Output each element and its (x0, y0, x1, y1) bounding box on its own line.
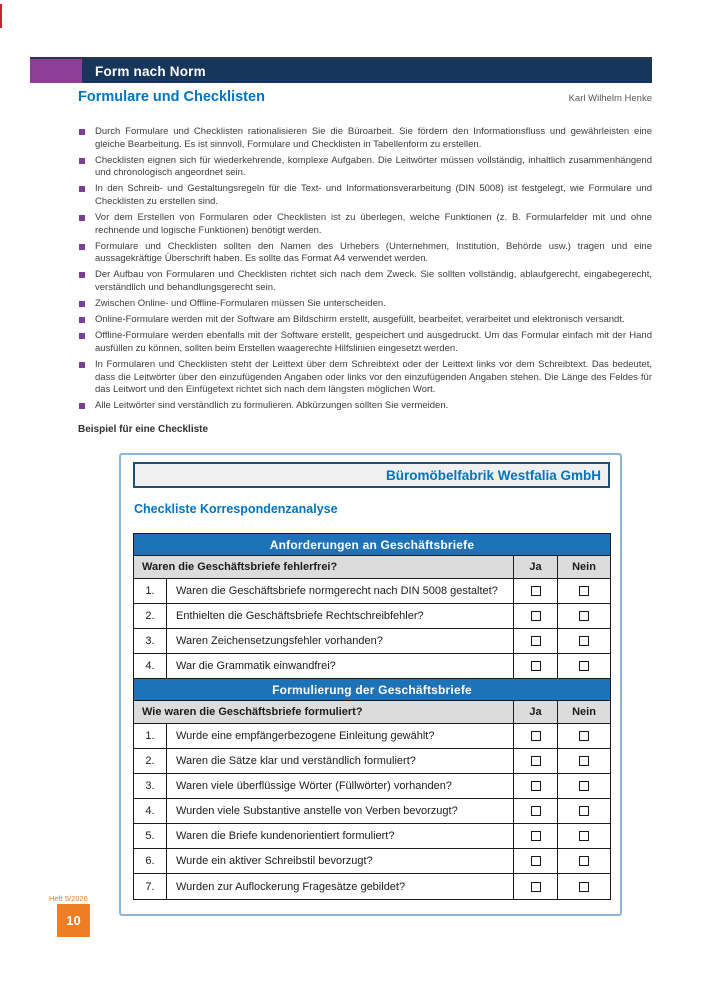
table-row (134, 579, 610, 604)
checklist-table (133, 533, 611, 900)
checkbox-nein[interactable] (579, 831, 589, 841)
list-item (79, 241, 652, 266)
bullet-text: Durch Formulare und Checklisten rationalisieren Sie die Büroarbeit. Sie fördern den Informationsfluss und gewährleisten eine gleiche Bearbeitung. Es ist sinnvoll, Formulare und Checklisten in Tabellenform zu erstellen. (95, 126, 652, 150)
row-question: Waren viele überflüssige Wörter (Füllwörter) vorhanden? (167, 774, 514, 799)
list-item (79, 212, 652, 237)
checkbox-ja[interactable] (531, 806, 541, 816)
bullet-text: Checklisten eignen sich für wiederkehrende, komplexe Aufgaben. Die Leitwörter müssen vollständig, inhaltlich zusammenhängend und chronologisch angeordnet sein. (95, 154, 652, 179)
checkbox-ja[interactable] (531, 831, 541, 841)
bullet-text: Zwischen Online- und Offline-Formularen müssen Sie unterscheiden. (95, 298, 386, 310)
bullet-text: Formulare und Checklisten sollten den Namen des Urhebers (Unternehmen, Institution, Behörde usw.) tragen und eine aussagekräftige Überschrift haben. Es sollte das Format A4 verwendet werden. (95, 240, 652, 265)
column-header-ja: Ja (514, 701, 558, 724)
table-row (134, 604, 610, 629)
row-number: 5. (134, 824, 167, 849)
bullet-square-icon (79, 272, 85, 278)
table-subheader-row (134, 701, 610, 724)
list-item (79, 314, 652, 327)
column-header-nein: Nein (558, 556, 610, 579)
table-row (134, 849, 610, 874)
checkbox-ja[interactable] (531, 661, 541, 671)
checkbox-nein[interactable] (579, 856, 589, 866)
list-item (79, 330, 652, 355)
subheader-question: Waren die Geschäftsbriefe fehlerfrei? (134, 556, 514, 579)
row-number: 1. (134, 579, 167, 604)
section-header-bar (30, 57, 652, 83)
table-row (134, 749, 610, 774)
table-row (134, 654, 610, 679)
row-number: 1. (134, 724, 167, 749)
bullet-text: Online-Formulare werden mit der Software am Bildschirm erstellt, ausgefüllt, bearbeitet, verarbeitet und elektronisch versandt. (95, 314, 625, 326)
checkbox-ja[interactable] (531, 611, 541, 621)
list-item (79, 183, 652, 208)
table-row (134, 629, 610, 654)
list-item (79, 298, 652, 311)
row-number: 7. (134, 874, 167, 899)
row-question: War die Grammatik einwandfrei? (167, 654, 514, 679)
bullet-square-icon (79, 215, 85, 221)
column-header-nein: Nein (558, 701, 610, 724)
list-item (79, 400, 652, 413)
row-number: 4. (134, 799, 167, 824)
checkbox-ja[interactable] (531, 756, 541, 766)
bullet-square-icon (79, 158, 85, 164)
row-question: Wurde ein aktiver Schreibstil bevorzugt? (167, 849, 514, 874)
row-number: 3. (134, 629, 167, 654)
row-number: 2. (134, 749, 167, 774)
row-number: 6. (134, 849, 167, 874)
bullet-square-icon (79, 129, 85, 135)
checkbox-nein[interactable] (579, 586, 589, 596)
checkbox-nein[interactable] (579, 611, 589, 621)
list-item (79, 126, 652, 151)
row-number: 3. (134, 774, 167, 799)
list-item (79, 155, 652, 180)
edge-mark (0, 4, 2, 28)
table-row (134, 824, 610, 849)
bullet-text: Der Aufbau von Formularen und Checklisten richtet sich nach dem Zweck. Sie sollten vollständig, ablaufgerecht, eingabegerecht, verständlich und behandlungsgerecht sein. (95, 269, 652, 294)
checkbox-nein[interactable] (579, 781, 589, 791)
company-name: Büromöbelfabrik Westfalia GmbH (385, 467, 601, 483)
row-question: Wurden zur Auflockerung Fragesätze gebildet? (167, 874, 514, 899)
checkbox-nein[interactable] (579, 806, 589, 816)
table-row (134, 799, 610, 824)
table-subheader-row (134, 556, 610, 579)
article-title: Formulare und Checklisten (78, 89, 265, 105)
issue-label: Heft 5/2026 (49, 894, 88, 903)
row-question: Waren die Geschäftsbriefe normgerecht nach DIN 5008 gestaltet? (167, 579, 514, 604)
checkbox-ja[interactable] (531, 636, 541, 646)
checklist-title: Checkliste Korrespondenzanalyse (134, 502, 338, 516)
company-name-box (133, 462, 610, 488)
row-question: Wurden viele Substantive anstelle von Verben bevorzugt? (167, 799, 514, 824)
checkbox-nein[interactable] (579, 661, 589, 671)
table-row (134, 774, 610, 799)
row-question: Enthielten die Geschäftsbriefe Rechtschreibfehler? (167, 604, 514, 629)
page-number-badge: 10 (57, 904, 90, 937)
example-label: Beispiel für eine Checkliste (78, 424, 209, 435)
table-section-header: Formulierung der Geschäftsbriefe (134, 679, 610, 701)
bullet-square-icon (79, 333, 85, 339)
purple-accent-block (30, 59, 82, 83)
row-number: 4. (134, 654, 167, 679)
row-question: Waren die Briefe kundenorientiert formuliert? (167, 824, 514, 849)
row-question: Wurde eine empfängerbezogene Einleitung gewählt? (167, 724, 514, 749)
bullet-square-icon (79, 186, 85, 192)
bullet-text: In Formularen und Checklisten steht der Leittext über dem Schreibtext oder der Leittext links vor dem Schreibtext. Das bedeutet, dass die Leitwörter über den einzufügenden Angaben oder links vor den einzufügenden Angaben stehen. Die Länge des Feldes für das Leitwort und den Einfügetext richtet sich nach dem längsten möglichen Wort. (95, 359, 652, 396)
subheader-question: Wie waren die Geschäftsbriefe formuliert? (134, 701, 514, 724)
bullet-text: Vor dem Erstellen von Formularen oder Checklisten ist zu überlegen, welche Funktionen (z. B. Formularfelder mit und ohne rechnende und logische Funktionen) benötigt werden. (95, 212, 652, 236)
row-number: 2. (134, 604, 167, 629)
bullet-square-icon (79, 317, 85, 323)
list-item (79, 359, 652, 397)
bullet-square-icon (79, 244, 85, 250)
row-question: Waren Zeichensetzungsfehler vorhanden? (167, 629, 514, 654)
checkbox-nein[interactable] (579, 756, 589, 766)
article-author: Karl Wilhelm Henke (568, 93, 652, 104)
checkbox-nein[interactable] (579, 731, 589, 741)
bullet-square-icon (79, 301, 85, 307)
column-header-ja: Ja (514, 556, 558, 579)
bullet-text: Alle Leitwörter sind verständlich zu formulieren. Abkürzungen sollten Sie vermeiden. (95, 400, 449, 412)
checkbox-ja[interactable] (531, 882, 541, 892)
checkbox-ja[interactable] (531, 586, 541, 596)
bullet-text: Offline-Formulare werden ebenfalls mit der Software erstellt, gespeichert und ausgedruckt. Um das Formular einfach mit der Hand ausfüllen zu können, sollten beim Erstellen waagerechte Hilfslinien eingesetzt werden. (95, 330, 652, 354)
checkbox-nein[interactable] (579, 636, 589, 646)
table-row (134, 724, 610, 749)
bullet-list (79, 126, 652, 416)
checkbox-ja[interactable] (531, 731, 541, 741)
article-header (78, 89, 652, 105)
list-item (79, 269, 652, 294)
bullet-text: In den Schreib- und Gestaltungsregeln für die Text- und Informationsverarbeitung (DIN 5008) ist festgelegt, wie Formulare und Checklisten zu erstellen sind. (95, 183, 652, 207)
checkbox-nein[interactable] (579, 882, 589, 892)
row-question: Waren die Sätze klar und verständlich formuliert? (167, 749, 514, 774)
checkbox-ja[interactable] (531, 781, 541, 791)
bullet-square-icon (79, 362, 85, 368)
checklist-example-box (119, 453, 622, 916)
bullet-square-icon (79, 403, 85, 409)
table-section-header: Anforderungen an Geschäftsbriefe (134, 534, 610, 556)
table-row (134, 874, 610, 899)
section-title: Form nach Norm (95, 63, 206, 79)
checkbox-ja[interactable] (531, 856, 541, 866)
